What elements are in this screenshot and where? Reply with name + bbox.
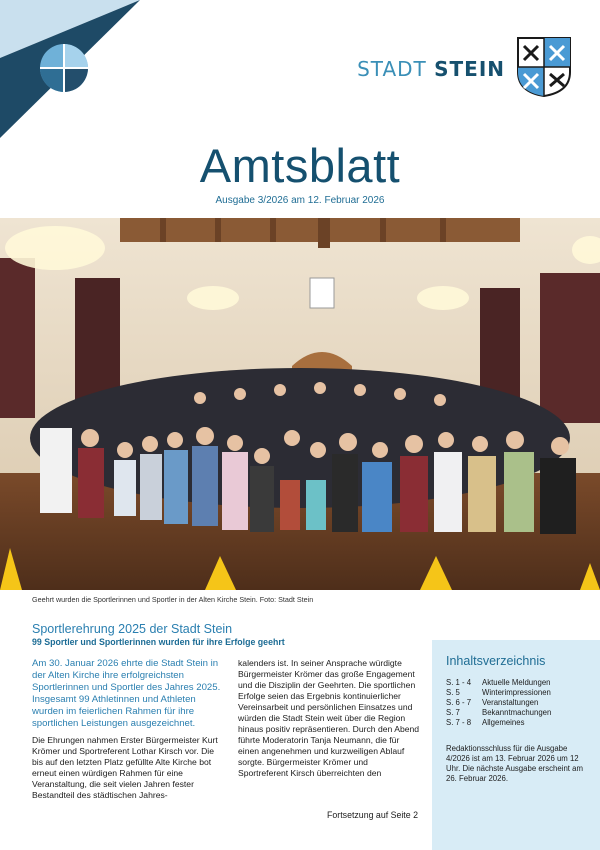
article-column-1	[32, 658, 224, 806]
continue-link[interactable]: Fortsetzung auf Seite 2	[327, 810, 418, 820]
toc-label: Aktuelle Meldungen	[482, 678, 551, 687]
toc-title: Inhaltsverzeichnis	[446, 654, 546, 668]
photo-caption: Geehrt wurden die Sportlerinnen und Sportler in der Alten Kirche Stein. Foto: Stadt Stein	[32, 595, 314, 604]
deadline-note: Redaktionsschluss für die Ausgabe 4/2026 ist am 13. Februar 2026 um 12 Uhr. Die nächste Ausgabe erscheint am 26. Februar 2026.	[446, 744, 583, 783]
toc-item[interactable]	[446, 698, 588, 708]
toc-label: Winterimpressionen	[482, 688, 551, 697]
toc-label: Allgemeines	[482, 718, 525, 727]
article-lead: Am 30. Januar 2026 ehrte die Stadt Stein in der Alten Kirche ihre erfolgreichsten Sportlerinnen und Sportler des Jahres 2025. Insgesamt 99 Athletinnen und Athleten wurden im feierlichen Rahmen für ihre sportlichen Leistungen ausgezeichnet.	[32, 658, 221, 729]
toc-item[interactable]	[446, 718, 588, 728]
article-subhead: 99 Sportler und Sportlerinnen wurden für ihre Erfolge geehrt	[32, 637, 285, 647]
toc-pages: S. 7 - 8	[446, 718, 472, 727]
toc-label: Veranstaltungen	[482, 698, 539, 707]
toc-pages: S. 1 - 4	[446, 678, 472, 687]
corner-logo	[0, 0, 140, 140]
coat-of-arms-icon	[516, 36, 572, 98]
toc-pages: S. 7	[446, 708, 460, 717]
toc-item[interactable]	[446, 688, 588, 698]
brand-bold: STEIN	[434, 57, 505, 81]
table-of-contents	[432, 640, 600, 850]
toc-item[interactable]	[446, 678, 588, 688]
brand-light: STADT	[357, 57, 427, 81]
toc-pages: S. 5	[446, 688, 460, 697]
toc-pages: S. 6 - 7	[446, 698, 472, 707]
brand-wordmark	[300, 57, 505, 81]
toc-item[interactable]	[446, 708, 588, 718]
issue-line: Ausgabe 3/2026 am 12. Februar 2026	[215, 195, 385, 206]
article-paragraph-2: kalenders ist. In seiner Ansprache würdigte Bürgermeister Krömer das große Engagement und die Disziplin der Geehrten. Die sportlichen Erfolge seien das Ergebnis kontinuierlicher Vereinsarbeit und persönlichen Einsatzes und würden die Stadt Stein weit über die Region hinaus positiv repräsentieren. Durch den Abend führte Moderatorin Tanja Neumann, die für einen angenehmen und kurzweiligen Ablauf sorgte. Bürgermeister Krömer und Sportreferent Kirsch überreichten den	[238, 658, 420, 778]
article-column-2	[238, 658, 420, 784]
newsletter-title: Amtsblatt	[199, 139, 401, 192]
group-photo	[0, 218, 600, 590]
article-headline: Sportlerehrung 2025 der Stadt Stein	[32, 622, 233, 636]
toc-label: Bekanntmachungen	[482, 708, 552, 717]
article-paragraph-1: Die Ehrungen nahmen Erster Bürgermeister Kurt Krömer und Sportreferent Lothar Kirsch vor. Die bis auf den letzten Platz gefüllte Alte Kirche bot erneut einen würdigen Rahmen für eine Veranstaltung, die seit vielen Jahren fester Bestandteil des städtischen Jahres-	[32, 735, 218, 800]
